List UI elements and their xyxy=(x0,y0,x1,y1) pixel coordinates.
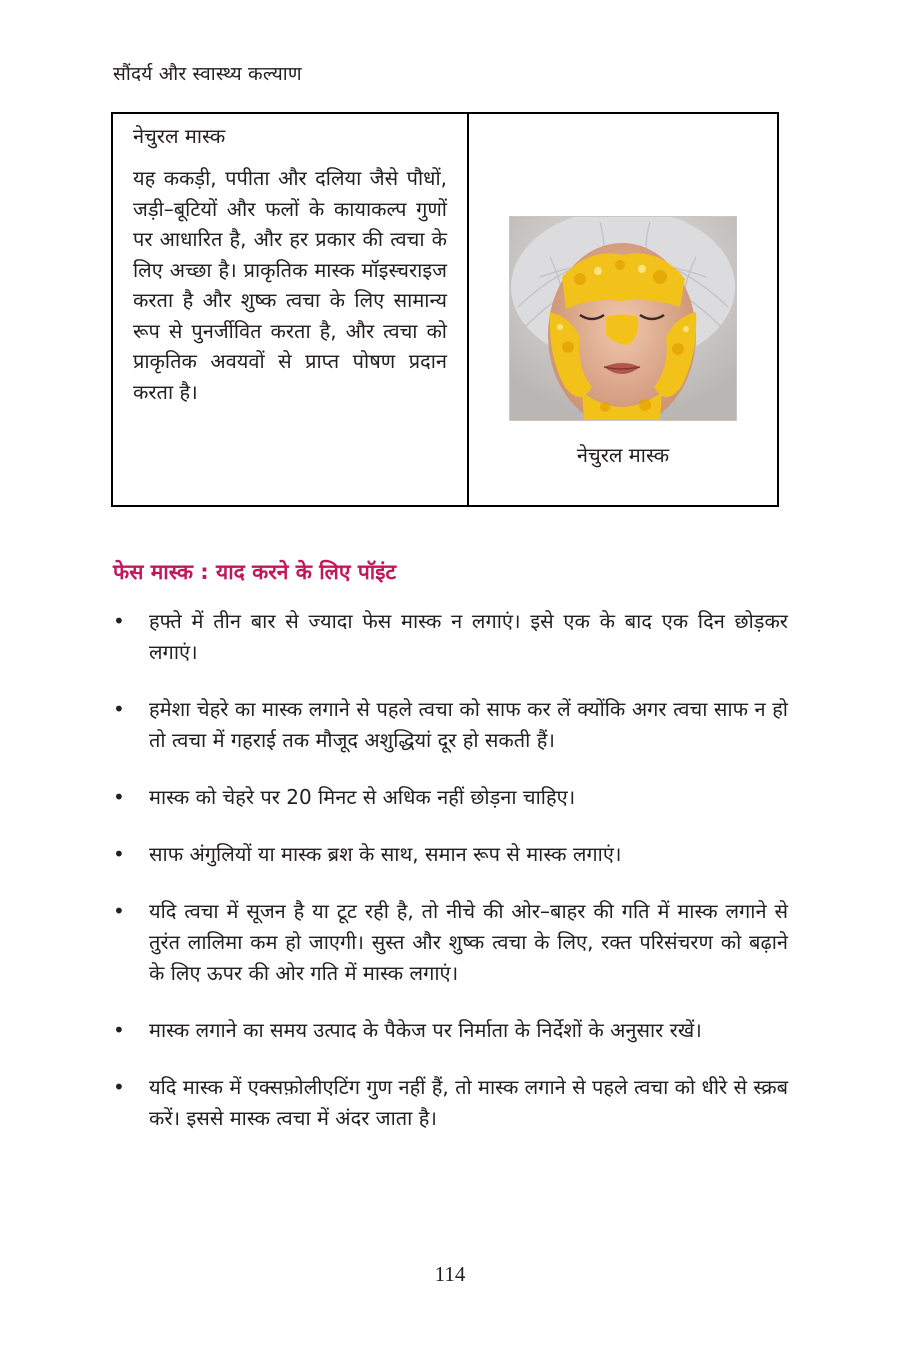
list-item-text: यदि मास्क में एक्सफ़ोलीएटिंग गुण नहीं हैं, तो मास्क लगाने से पहले त्वचा को धीरे से स्क्रब करें। इससे मास्क त्वचा में अंदर जाता है। xyxy=(149,1075,788,1130)
info-box xyxy=(111,112,779,507)
list-item-text: यदि त्वचा में सूजन है या टूट रही है, तो नीचे की ओर–बाहर की गति में मास्क लगाने से तुरंत लालिमा कम हो जाएगी। सुस्त और शुष्क त्वचा के लिए, रक्त परिसंचरण को बढ़ाने के लिए ऊपर की ओर गति में मास्क लगाएं। xyxy=(149,899,788,985)
list-item-text: मास्क लगाने का समय उत्पाद के पैकेज पर निर्माता के निर्देशों के अनुसार रखें। xyxy=(149,1018,702,1042)
photo-caption: नेचुरल मास्क xyxy=(576,443,670,467)
info-box-title: नेचुरल मास्क xyxy=(133,124,226,148)
info-box-image-cell xyxy=(469,114,777,505)
list-item xyxy=(113,782,788,813)
bullet-icon: • xyxy=(113,609,125,633)
page-number: 114 xyxy=(434,1262,466,1286)
list-item xyxy=(113,606,788,668)
list-item xyxy=(113,1072,788,1134)
bullet-icon: • xyxy=(113,899,125,923)
bullet-icon: • xyxy=(113,697,125,721)
list-item-text: हफ्ते में तीन बार से ज्यादा फेस मास्क न लगाएं। इसे एक के बाद एक दिन छोड़कर लगाएं। xyxy=(149,609,788,664)
bullet-icon: • xyxy=(113,785,125,809)
bullet-icon: • xyxy=(113,1075,125,1099)
bullet-icon: • xyxy=(113,1018,125,1042)
running-head: सौंदर्य और स्वास्थ्य कल्याण xyxy=(113,63,302,85)
natural-mask-photo xyxy=(509,216,737,421)
section-heading: फेस मास्क : याद करने के लिए पॉइंट xyxy=(113,560,397,584)
list-item xyxy=(113,1015,788,1046)
list-item-text: मास्क को चेहरे पर 20 मिनट से अधिक नहीं छोड़ना चाहिए। xyxy=(149,785,576,809)
list-item xyxy=(113,896,788,989)
list-item-text: हमेशा चेहरे का मास्क लगाने से पहले त्वचा को साफ कर लें क्योंकि अगर त्वचा साफ न हो तो त्वचा में गहराई तक मौजूद अशुद्धियां दूर हो सकती हैं। xyxy=(149,697,788,752)
info-box-text-cell xyxy=(113,114,469,505)
list-item xyxy=(113,839,788,870)
bullet-icon: • xyxy=(113,842,125,866)
list-item xyxy=(113,694,788,756)
info-box-body: यह ककड़ी, पपीता और दलिया जैसे पौधों, जड़ी–बूटियों और फलों के कायाकल्प गुणों पर आधारित है, और हर प्रकार की त्वचा के लिए अच्छा है। प्राकृतिक मास्क मॉइस्चराइज करता है और शुष्क त्वचा के लिए सामान्य रूप से पुनर्जीवित करता है, और त्वचा को प्राकृतिक अवयवों से प्राप्त पोषण प्रदान करता है। xyxy=(133,166,447,404)
points-list xyxy=(113,606,788,1160)
list-item-text: साफ अंगुलियों या मास्क ब्रश के साथ, समान रूप से मास्क लगाएं। xyxy=(149,842,622,866)
